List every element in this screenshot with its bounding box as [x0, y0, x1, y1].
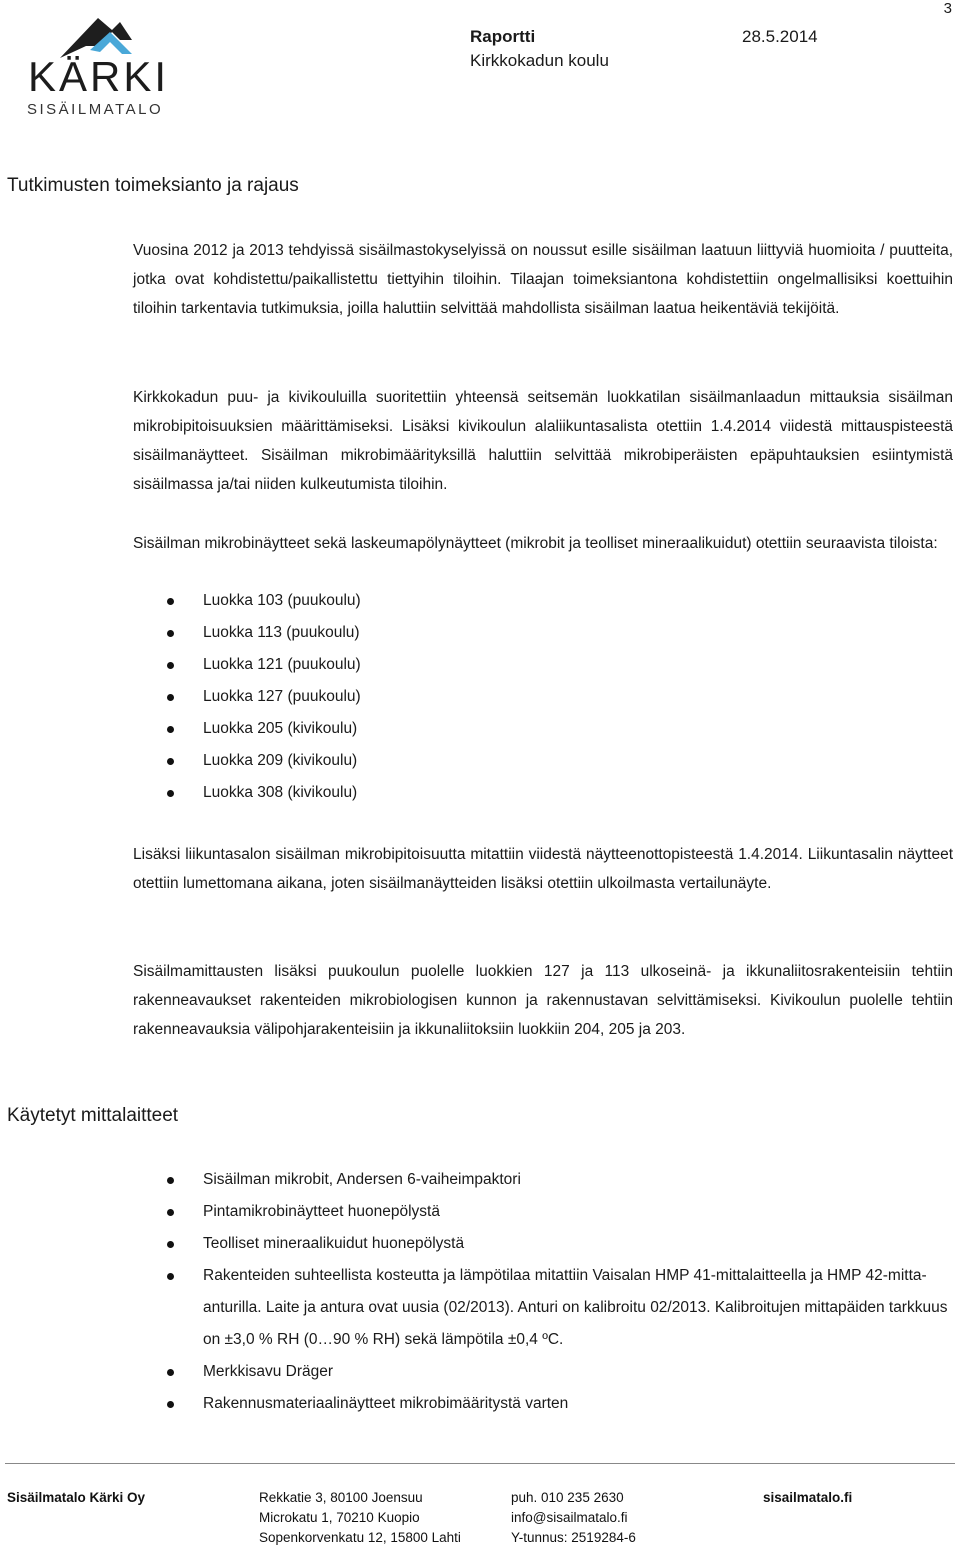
bullet-icon — [167, 1209, 174, 1216]
page-number: 3 — [943, 0, 952, 17]
footer-contacts: puh. 010 235 2630 info@sisailmatalo.fi Y-tunnus: 2519284-6 — [511, 1490, 636, 1545]
logo-subtitle: SISÄILMATALO — [27, 101, 164, 118]
list-item: Luokka 127 (puukoulu) — [133, 681, 953, 713]
section-title-scope: Tutkimusten toimeksianto ja rajaus — [7, 175, 299, 196]
document-subject: Kirkkokadun koulu — [470, 51, 609, 70]
bullet-icon — [167, 758, 174, 765]
footer-divider — [5, 1463, 955, 1464]
footer-company: Sisäilmatalo Kärki Oy — [7, 1490, 146, 1505]
bullet-icon — [167, 1273, 174, 1280]
document-type: Raportti — [470, 27, 536, 46]
list-item: Luokka 121 (puukoulu) — [133, 649, 953, 681]
footer-addresses: Rekkatie 3, 80100 Joensuu Microkatu 1, 70210 Kuopio Sopenkorvenkatu 12, 15800 Lahti — [259, 1490, 461, 1545]
bullet-icon — [167, 1241, 174, 1248]
list-item: Luokka 205 (kivikoulu) — [133, 713, 953, 745]
list-item: Sisäilman mikrobit, Andersen 6-vaiheimpaktori — [133, 1164, 953, 1196]
bullet-icon — [167, 1401, 174, 1408]
document-header — [470, 25, 818, 73]
section-title-instruments: Käytetyt mittalaitteet — [7, 1105, 179, 1126]
footer-email-link[interactable]: info@sisailmatalo.fi — [511, 1510, 628, 1525]
list-item: Luokka 308 (kivikoulu) — [133, 777, 953, 809]
paragraph-measurements: Kirkkokadun puu- ja kivikouluilla suoritettiin yhteensä seitsemän luokkatilan sisäilmanlaadun mittauksia sisäilman mikrobipitoisuuksien määrittämiseksi. Lisäksi kivikoulun alaliikuntasalista otettiin 1.4.2014 viidestä mittauspisteestä sisäilmanäytteet. Sisäilman mikrobimäärityksillä haluttiin selvittää mikrobiperäisten epäpuhtauksien esiintymistä sisäilmassa ja/tai niiden kulkeutumista tiloihin. — [133, 389, 953, 493]
bullet-icon — [167, 726, 174, 733]
paragraph-structural-openings: Sisäilmamittausten lisäksi puukoulun puolelle luokkien 127 ja 113 ulkoseinä- ja ikkunaliitosrakenteisiin tehtiin rakenneavaukset rakenteiden mikrobiologisen kunnon ja rakennustavan selvittämiseksi. Kivikoulun puolelle tehtiin rakenneavauksia välipohjarakenteisiin ja ikkunaliitoksiin luokkiin 204, 205 ja 203. — [133, 963, 953, 1038]
bullet-icon — [167, 790, 174, 797]
list-item: Luokka 113 (puukoulu) — [133, 617, 953, 649]
bullet-icon — [167, 598, 174, 605]
company-logo — [20, 10, 180, 122]
paragraph-gym: Lisäksi liikuntasalon sisäilman mikrobipitoisuutta mitattiin viidestä näytteenottopisteestä 1.4.2014. Liikuntasalin näytteet otettiin lumettomana aikana, joten sisäilmanäytteiden lisäksi otettiin ulkoilmasta vertailunäyte. — [133, 846, 953, 892]
paragraph-sampling: Sisäilman mikrobinäytteet sekä laskeumapölynäytteet (mikrobit ja teolliset mineraalikuidut) otettiin seuraavista tiloista: — [133, 535, 938, 552]
list-item: Rakenteiden suhteellista kosteutta ja lämpötilaa mitattiin Vaisalan HMP 41-mittalaitteella ja HMP 42-mitta-anturilla. Laite ja antura ovat uusia (02/2013). Anturi on kalibroitu 02/2013. Kalibroitujen mittapäiden tarkkuus on ±3,0 % RH (0…90 % RH) sekä lämpötila ±0,4 ºC. — [133, 1260, 953, 1356]
bullet-icon — [167, 1369, 174, 1376]
footer-website-link[interactable]: sisailmatalo.fi — [763, 1490, 853, 1505]
list-item: Rakennusmateriaalinäytteet mikrobimääritystä varten — [133, 1388, 953, 1420]
instrument-list — [133, 1164, 953, 1420]
bullet-icon — [167, 694, 174, 701]
list-item: Luokka 103 (puukoulu) — [133, 585, 953, 617]
document-date: 28.5.2014 — [742, 27, 818, 46]
paragraph-background: Vuosina 2012 ja 2013 tehdyissä sisäilmastokyselyissä on noussut esille sisäilman laatuun liittyviä huomioita / puutteita, jotka ovat kohdistettu/paikallistettu tiettyihin tiloihin. Tilaajan toimeksiantona kohdistettiin ongelmallisiksi koettuihin tiloihin tarkentavia tutkimuksia, joilla haluttiin selvittää mahdollista sisäilman laatua heikentäviä tekijöitä. — [133, 242, 953, 317]
list-item: Teolliset mineraalikuidut huonepölystä — [133, 1228, 953, 1260]
list-item: Pintamikrobinäytteet huonepölystä — [133, 1196, 953, 1228]
bullet-icon — [167, 1177, 174, 1184]
bullet-icon — [167, 630, 174, 637]
list-item: Luokka 209 (kivikoulu) — [133, 745, 953, 777]
list-item: Merkkisavu Dräger — [133, 1356, 953, 1388]
logo-wordmark: KÄRKI — [28, 53, 170, 100]
room-list — [133, 585, 953, 809]
bullet-icon — [167, 662, 174, 669]
